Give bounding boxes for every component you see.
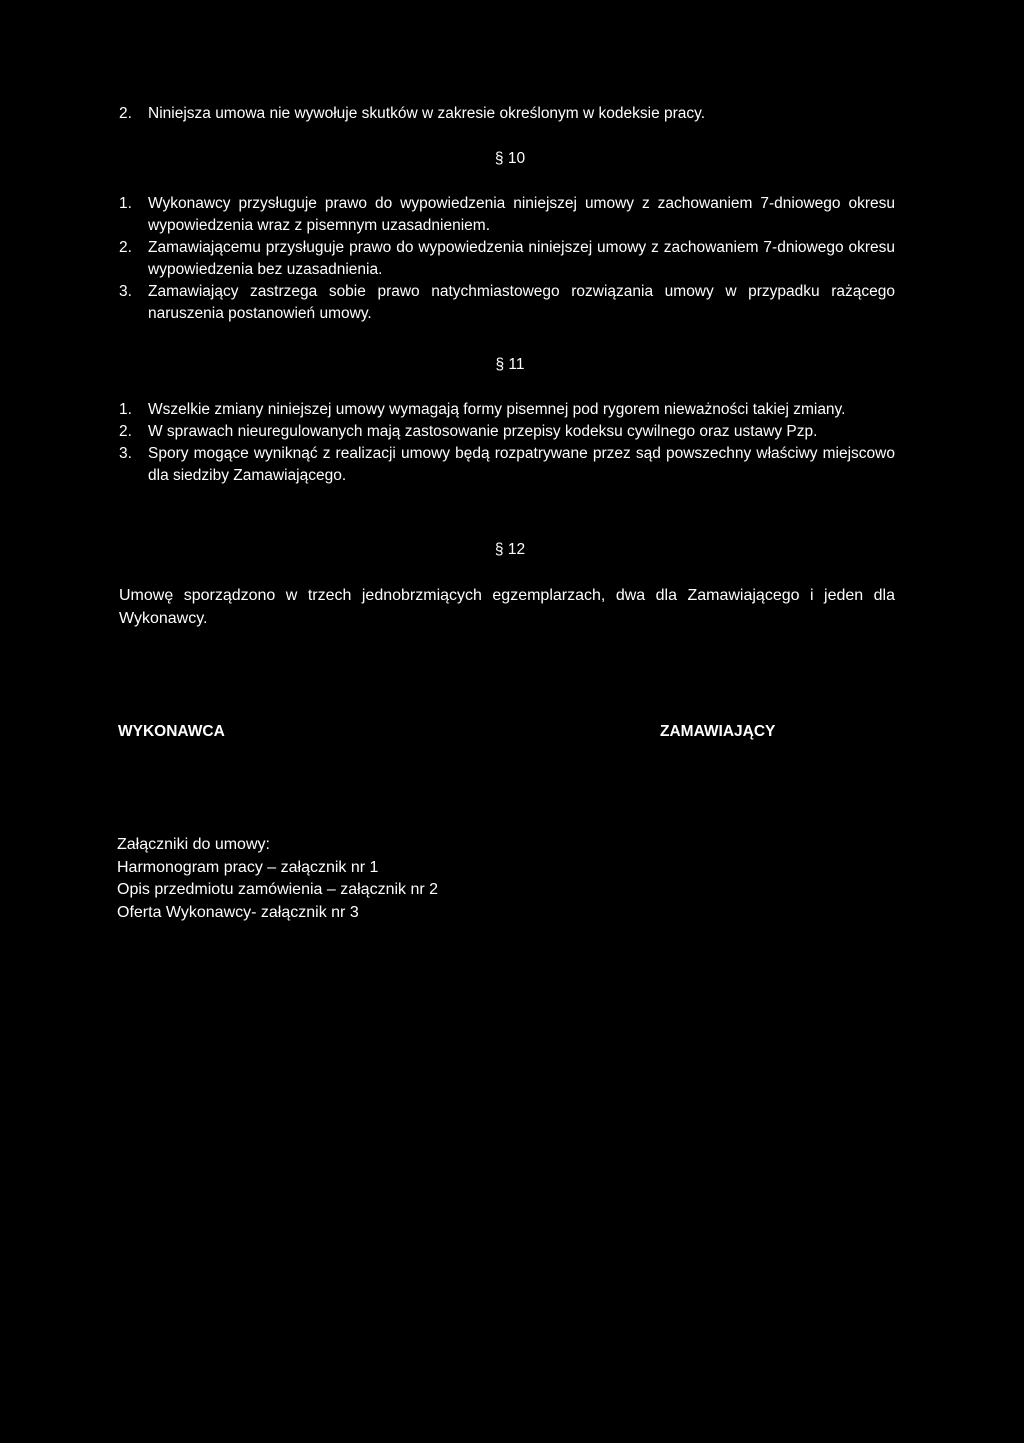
closing-paragraph: Umowę sporządzono w trzech jednobrzmiących egzemplarzach, dwa dla Zamawiającego i jeden dla Wykonawcy. xyxy=(119,587,895,627)
item-text: Zamawiającemu przysługuje prawo do wypowiedzenia niniejszej umowy z zachowaniem 7-dniowego okresu wypowiedzenia bez uzasadnienia. xyxy=(148,239,895,278)
list-item xyxy=(119,193,895,237)
item-text: Wszelkie zmiany niniejszej umowy wymagają formy pisemnej pod rygorem nieważności takiej zmiany. xyxy=(148,401,846,418)
list-item xyxy=(119,421,895,443)
item-number: 2. xyxy=(119,423,132,440)
list-item xyxy=(119,443,895,487)
attachment-item: Harmonogram pracy – załącznik nr 1 xyxy=(117,858,379,876)
item-number: 2. xyxy=(119,105,132,122)
signature-contractor-label: WYKONAWCA xyxy=(118,723,225,740)
list-item xyxy=(119,103,895,125)
attachments-title: Załączniki do umowy: xyxy=(117,836,270,853)
item-number: 1. xyxy=(119,401,132,418)
attachment-item: Opis przedmiotu zamówienia – załącznik nr 2 xyxy=(117,881,439,898)
item-number: 1. xyxy=(119,195,132,212)
attachments-list xyxy=(117,834,438,924)
list-item xyxy=(119,237,895,281)
section9-tail xyxy=(119,103,895,125)
section12-heading: § 12 xyxy=(494,541,526,558)
item-text: Wykonawcy przysługuje prawo do wypowiedzenia niniejszej umowy z zachowaniem 7-dniowego okresu wypowiedzenia wraz z pisemnym uzasadnieniem. xyxy=(148,195,895,234)
item-number: 3. xyxy=(119,283,132,300)
section11-list xyxy=(119,399,895,487)
section10-list xyxy=(119,193,895,325)
section10-heading: § 10 xyxy=(494,150,526,167)
signature-client-label: ZAMAWIAJĄCY xyxy=(660,723,776,740)
item-text: W sprawach nieuregulowanych mają zastosowanie przepisy kodeksu cywilnego oraz ustawy Pzp. xyxy=(148,423,818,440)
item-number: 2. xyxy=(119,239,132,256)
section11-heading: § 11 xyxy=(495,356,525,373)
list-item xyxy=(119,399,895,421)
attachment-item: Oferta Wykonawcy- załącznik nr 3 xyxy=(117,903,359,921)
item-text: Zamawiający zastrzega sobie prawo natychmiastowego rozwiązania umowy w przypadku rażącego naruszenia postanowień umowy. xyxy=(148,283,895,322)
list-item xyxy=(119,281,895,325)
item-number: 3. xyxy=(119,445,132,462)
item-text: Niniejsza umowa nie wywołuje skutków w zakresie określonym w kodeksie pracy. xyxy=(148,105,706,122)
item-text: Spory mogące wyniknąć z realizacji umowy będą rozpatrywane przez sąd powszechny właściwy miejscowo dla siedziby Zamawiającego. xyxy=(148,445,895,484)
